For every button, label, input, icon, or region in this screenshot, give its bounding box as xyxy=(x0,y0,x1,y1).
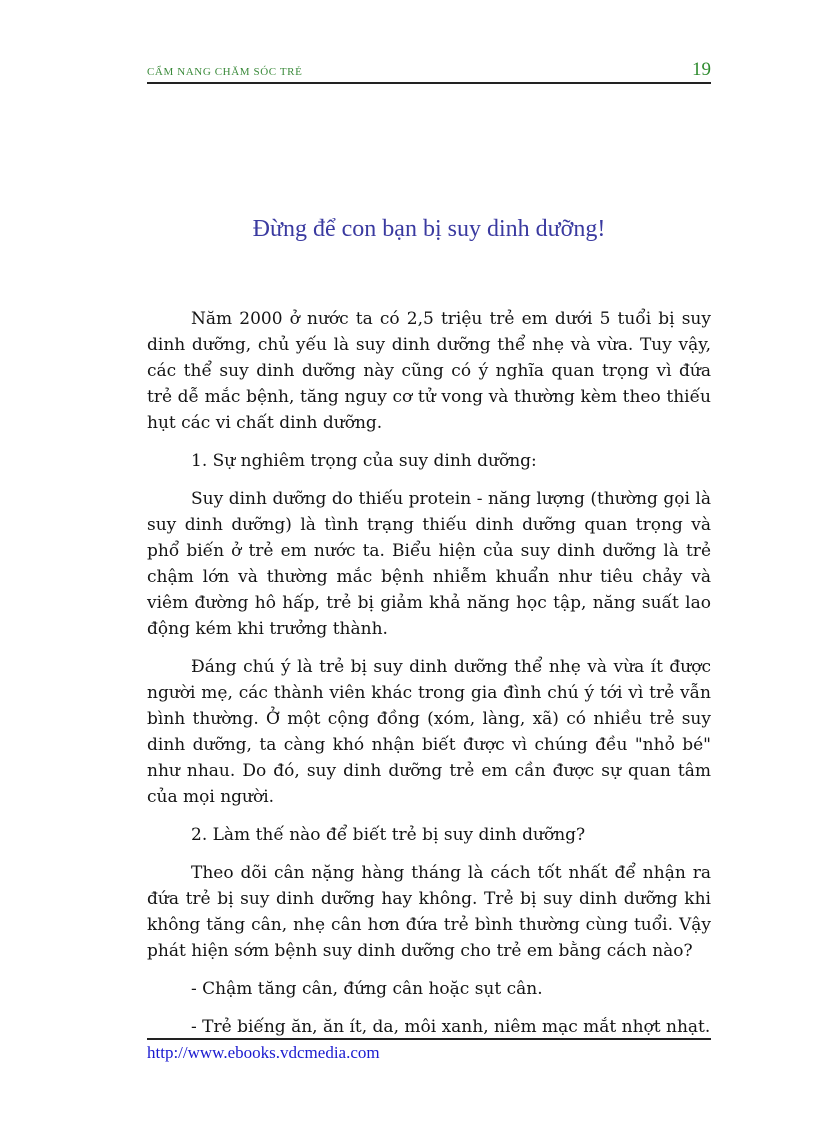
running-title: CẨM NANG CHĂM SÓC TRẺ xyxy=(147,66,303,78)
list-item-appetite: - Trẻ biếng ăn, ăn ít, da, môi xanh, niêm mạc mắt nhợt nhạt. xyxy=(191,1017,711,1037)
footer-link[interactable]: http://www.ebooks.vdcmedia.com xyxy=(147,1043,380,1062)
section-heading-2: 2. Làm thế nào để biết trẻ bị suy dinh dưỡng? xyxy=(191,825,586,845)
paragraph-intro: Năm 2000 ở nước ta có 2,5 triệu trẻ em dưới 5 tuổi bị suy dinh dưỡng, chủ yếu là suy dinh dưỡng thể nhẹ và vừa. Tuy vậy, các thể suy dinh dưỡng này cũng có ý nghĩa quan trọng vì đứa trẻ dễ mắc bệnh, tăng nguy cơ tử vong và thường kèm theo thiếu hụt các vi chất dinh dưỡng. xyxy=(147,309,711,433)
paragraph-notice: Đáng chú ý là trẻ bị suy dinh dưỡng thể nhẹ và vừa ít được người mẹ, các thành viên khác trong gia đình chú ý tới vì trẻ vẫn bình thường. Ở một cộng đồng (xóm, làng, xã) có nhiều trẻ suy dinh dưỡng, ta càng khó nhận biết được vì chúng đều "nhỏ bé" như nhau. Do đó, suy dinh dưỡng trẻ em cần được sự quan tâm của mọi người. xyxy=(147,657,711,807)
list-item-weight: - Chậm tăng cân, đứng cân hoặc sụt cân. xyxy=(191,979,543,999)
article-body xyxy=(147,306,711,1040)
article-title: Đừng để con bạn bị suy dinh dưỡng! xyxy=(252,216,606,242)
page-header xyxy=(147,58,711,84)
page-footer xyxy=(147,1038,711,1063)
paragraph-detection: Theo dõi cân nặng hàng tháng là cách tốt nhất để nhận ra đứa trẻ bị suy dinh dưỡng hay không. Trẻ bị suy dinh dưỡng khi không tăng cân, nhẹ cân hơn đứa trẻ bình thường cùng tuổi. Vậy phát hiện sớm bệnh suy dinh dưỡng cho trẻ em bằng cách nào? xyxy=(147,863,711,961)
section-heading-1: 1. Sự nghiêm trọng của suy dinh dưỡng: xyxy=(191,451,537,471)
page-number: 19 xyxy=(692,59,711,80)
paragraph-severity: Suy dinh dưỡng do thiếu protein - năng lượng (thường gọi là suy dinh dưỡng) là tình trạng thiếu dinh dưỡng quan trọng và phổ biến ở trẻ em nước ta. Biểu hiện của suy dinh dưỡng là trẻ chậm lớn và thường mắc bệnh nhiễm khuẩn như tiêu chảy và viêm đường hô hấp, trẻ bị giảm khả năng học tập, năng suất lao động kém khi trưởng thành. xyxy=(147,489,711,639)
